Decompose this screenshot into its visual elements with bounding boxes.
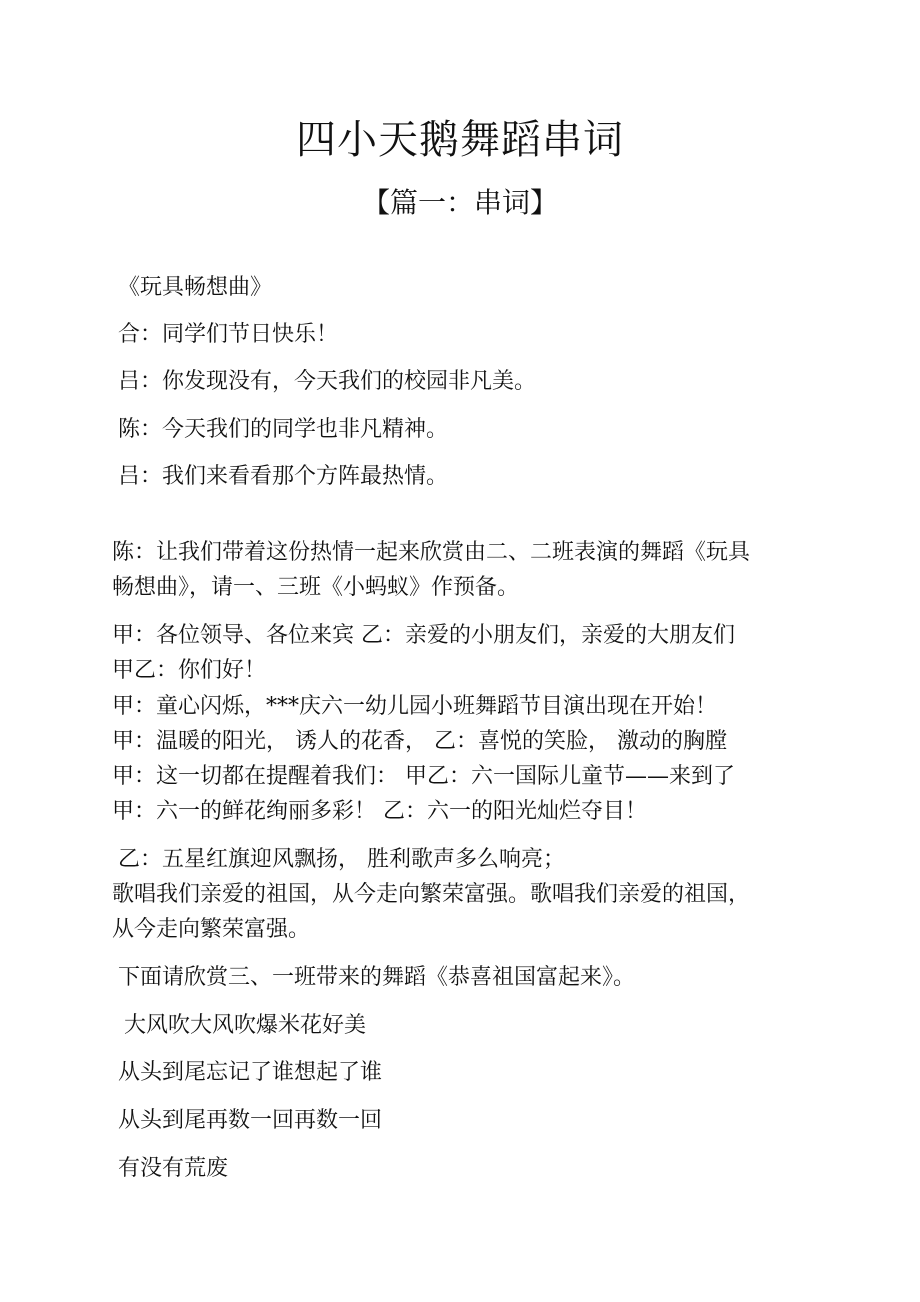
text-line: 甲：温暖的阳光， 诱人的花香， 乙：喜悦的笑脸， 激动的胸膛 — [112, 729, 727, 754]
text-line: 有没有荒废 — [118, 1156, 229, 1181]
text-line: 甲：童心闪烁，***庆六一幼儿园小班舞蹈节目演出现在开始！ — [112, 694, 718, 719]
text-line: 吕：我们来看看那个方阵最热情。 — [118, 464, 449, 489]
text-line: 《玩具畅想曲》 — [118, 275, 273, 300]
text-line: 甲：六一的鲜花绚丽多彩！ 乙：六一的阳光灿烂夺目！ — [112, 799, 647, 824]
text-line: 下面请欣赏三、一班带来的舞蹈《恭喜祖国富起来》。 — [118, 965, 636, 990]
text-line: 从头到尾再数一回再数一回 — [118, 1108, 383, 1133]
text-line: 从今走向繁荣富强。 — [112, 917, 311, 942]
text-line: 甲：这一切都在提醒着我们： 甲乙：六一国际儿童节——来到了 — [112, 764, 735, 789]
document-title: 四小天鹅舞蹈串词 — [296, 117, 624, 163]
text-line: 大风吹大风吹爆米花好美 — [124, 1013, 367, 1038]
text-line: 陈：让我们带着这份热情一起来欣赏由二、二班表演的舞蹈《玩具 — [112, 540, 751, 565]
text-line: 畅想曲》，请一、三班《小蚂蚁》作预备。 — [112, 575, 520, 600]
text-line: 吕：你发现没有，今天我们的校园非凡美。 — [118, 369, 537, 394]
text-line: 甲乙：你们好！ — [112, 658, 267, 683]
text-line: 乙：五星红旗迎风飘扬， 胜利歌声多么响亮； — [118, 847, 565, 872]
text-line: 陈：今天我们的同学也非凡精神。 — [118, 417, 449, 442]
text-line: 从头到尾忘记了谁想起了谁 — [118, 1060, 383, 1085]
text-line: 甲：各位领导、各位来宾 乙：亲爱的小朋友们，亲爱的大朋友们 — [112, 623, 735, 648]
document-subtitle: 【篇一：串词】 — [361, 186, 558, 219]
text-line: 合：同学们节日快乐！ — [118, 322, 339, 347]
text-line: 歌唱我们亲爱的祖国，从今走向繁荣富强。歌唱我们亲爱的祖国， — [112, 882, 751, 907]
